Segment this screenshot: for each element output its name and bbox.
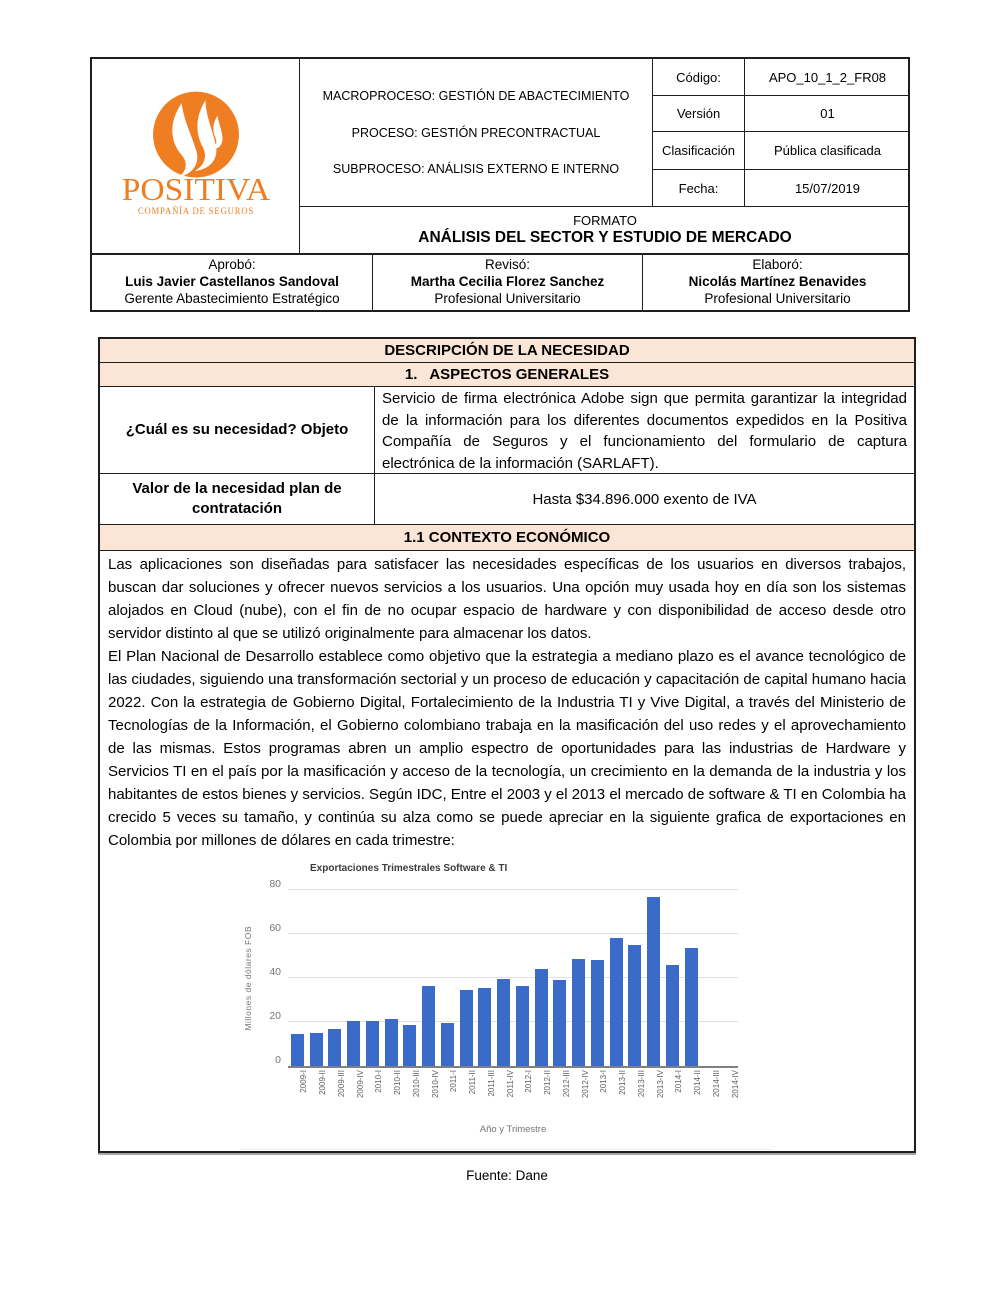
section-header-aspectos: 1. ASPECTOS GENERALES xyxy=(100,363,914,387)
chart-x-label: 2011-IV xyxy=(505,1070,515,1098)
chart-bar xyxy=(516,986,529,1066)
chart-x-label: 2009-III xyxy=(336,1070,346,1098)
chart-plot xyxy=(288,890,738,1068)
chart-x-label: 2010-III xyxy=(411,1070,421,1098)
meta-label-version: Versión xyxy=(652,96,744,132)
chart-x-label: 2010-IV xyxy=(430,1070,440,1099)
chart-y-axis-title: Millones de dólares FOB xyxy=(242,925,253,1031)
value-row xyxy=(100,474,914,525)
meta-value-clasificacion: Pública clasificada xyxy=(744,132,910,170)
signature-approved xyxy=(92,255,372,310)
chart-x-label: 2009-I xyxy=(299,1070,309,1093)
chart-x-label: 2012-I xyxy=(524,1070,534,1093)
chart-bar xyxy=(535,969,548,1066)
chart-bar xyxy=(553,980,566,1066)
format-label: FORMATO xyxy=(573,213,637,228)
chart-source: Fuente: Dane xyxy=(466,1168,548,1183)
chart-x-label: 2013-III xyxy=(636,1070,646,1098)
chart-x-label: 2013-I xyxy=(599,1070,609,1093)
chart-bar xyxy=(666,965,679,1066)
need-row xyxy=(100,387,914,474)
chart-x-label: 2013-IV xyxy=(655,1070,665,1099)
chart-bar xyxy=(497,979,510,1066)
signature-label: Revisó: xyxy=(484,257,530,272)
chart-bar xyxy=(328,1029,341,1066)
value-text: Hasta $34.896.000 exento de IVA xyxy=(532,490,757,508)
company-logo xyxy=(92,59,300,253)
chart-x-label: 2010-I xyxy=(374,1070,384,1093)
signature-role: Gerente Abastecimiento Estratégico xyxy=(124,291,340,306)
logo-subtitle: COMPAÑÍA DE SEGUROS xyxy=(137,206,254,217)
context-paragraph-2: El Plan Nacional de Desarrollo establece como objetivo que la estrategia a mediano plazo es el avance tecnológico de las ciudades, siguiendo una transformación sectorial y un proceso de educación y capacitación de capital humano hacia 2022. Con la estrategia de Gobierno Digital, Fortalecimiento de la Industria TI y Vive Digital, a través del Ministerio de Tecnologías de la Información, el Gobierno colombiano trabaja en la masificación del uso redes y el aprovechamiento de las mismas. Estos programas abren un amplio espectro de oportunidades para las industrias de Hardware y Servicios TI en el país por la masificación y acceso de la tecnología, un crecimiento en la demanda de la industria y los habitantes de estos bienes y servicios. Según IDC, Entre el 2003 y el 2013 el mercado de software & TI en Colombia ha crecido 5 veces su tamaño, y continúa su alza como se puede apreciar en la siguiente grafica de exportaciones en Colombia por millones de dólares en cada trimestre: xyxy=(108,648,906,849)
chart-x-label: 2012-III xyxy=(561,1070,571,1098)
meta-label-fecha: Fecha: xyxy=(652,170,744,206)
signatures-table xyxy=(90,255,910,312)
chart-title: Exportaciones Trimestrales Software & TI xyxy=(310,863,508,874)
chart-bar xyxy=(347,1021,360,1066)
signature-label: Elaboró: xyxy=(752,257,803,272)
signature-role: Profesional Universitario xyxy=(434,291,581,306)
chart-y-tick-label: 80 xyxy=(269,878,281,890)
signature-label: Aprobó: xyxy=(208,257,256,272)
signature-name: Luis Javier Castellanos Sandoval xyxy=(125,274,339,289)
chart-bar xyxy=(460,990,473,1066)
chart-bar xyxy=(478,988,491,1066)
logo-wordmark: POSITIVA xyxy=(121,170,271,207)
exports-bar-chart xyxy=(240,857,772,1150)
chart-x-label: 2011-III xyxy=(486,1070,496,1097)
signature-elaborated xyxy=(642,255,912,310)
header-table xyxy=(90,57,910,255)
signature-name: Nicolás Martínez Benavides xyxy=(688,274,867,289)
chart-x-label: 2014-II xyxy=(693,1070,703,1095)
chart-x-label: 2013-II xyxy=(618,1070,628,1095)
chart-bar xyxy=(385,1019,398,1066)
chart-bar xyxy=(628,945,641,1066)
chart-y-tick-label: 40 xyxy=(269,966,281,978)
signature-reviewed xyxy=(372,255,642,310)
chart-x-label: 2014-III xyxy=(711,1070,721,1098)
chart-bar xyxy=(591,960,604,1066)
chart-x-axis-title: Año y Trimestre xyxy=(479,1124,547,1135)
need-text: Servicio de firma electrónica Adobe sign que permita garantizar la integridad de la información para los diferentes documentos expedidos en la Positiva Compañía de Seguros y el funcionamiento del formulario de captura electrónica de la información (SARLAFT). xyxy=(382,390,907,472)
chart-bar xyxy=(685,948,698,1066)
need-label: ¿Cuál es su necesidad? Objeto xyxy=(100,387,375,473)
economic-context-body xyxy=(100,551,914,1187)
document-title: ANÁLISIS DEL SECTOR Y ESTUDIO DE MERCADO xyxy=(418,229,792,246)
macroprocess-line: MACROPROCESO: GESTIÓN DE ABACTECIMIENTO xyxy=(322,89,630,104)
chart-gridline xyxy=(288,933,738,934)
chart-bar xyxy=(647,897,660,1066)
chart-x-label: 2012-IV xyxy=(580,1070,590,1099)
chart-x-label: 2014-I xyxy=(674,1070,684,1093)
process-info xyxy=(300,59,652,206)
meta-value-fecha: 15/07/2019 xyxy=(744,170,910,206)
chart-y-tick-label: 0 xyxy=(275,1054,281,1066)
chart-bar xyxy=(610,938,623,1066)
chart-x-label: 2011-I xyxy=(449,1070,459,1093)
signature-role: Profesional Universitario xyxy=(704,291,851,306)
chart-x-label: 2012-II xyxy=(543,1070,553,1095)
meta-label-codigo: Código: xyxy=(652,59,744,96)
chart-gridline xyxy=(288,889,738,890)
subprocess-line: SUBPROCESO: ANÁLISIS EXTERNO E INTERNO xyxy=(332,161,620,176)
format-cell xyxy=(300,206,910,253)
signature-name: Martha Cecilia Florez Sanchez xyxy=(410,274,605,289)
meta-label-clasificacion: Clasificación xyxy=(652,132,744,170)
chart-x-label: 2011-II xyxy=(468,1070,478,1095)
chart-y-ticks xyxy=(256,878,288,1066)
chart-bar xyxy=(310,1033,323,1066)
section-header-contexto: 1.1 CONTEXTO ECONÓMICO xyxy=(100,525,914,551)
process-line: PROCESO: GESTIÓN PRECONTRACTUAL xyxy=(351,125,601,140)
chart-bar xyxy=(441,1023,454,1066)
chart-x-label: 2010-II xyxy=(393,1070,403,1095)
meta-value-version: 01 xyxy=(744,96,910,132)
meta-value-codigo: APO_10_1_2_FR08 xyxy=(744,59,910,96)
section-header-descripcion: DESCRIPCIÓN DE LA NECESIDAD xyxy=(100,339,914,363)
content-table xyxy=(98,337,916,1183)
chart-y-tick-label: 20 xyxy=(269,1010,281,1022)
chart-x-label: 2014-IV xyxy=(730,1070,740,1099)
chart-bar xyxy=(366,1021,379,1066)
chart-x-labels xyxy=(288,1068,738,1118)
chart-y-tick-label: 60 xyxy=(269,922,281,934)
chart-bar xyxy=(422,986,435,1066)
value-label: Valor de la necesidad plan de contratación xyxy=(100,474,375,524)
chart-x-label: 2009-IV xyxy=(355,1070,365,1099)
chart-bar xyxy=(291,1034,304,1066)
chart-x-label: 2009-II xyxy=(318,1070,328,1095)
context-paragraph-1: Las aplicaciones son diseñadas para satisfacer las necesidades específicas de los usuarios en diversos trabajos, buscan dar soluciones y ofrecer nuevos servicios a los usuarios. Una opción muy usada hoy en día son los sistemas alojados en Cloud (nube), con el fin de no ocupar espacio de hardware y con disponibilidad de acceso desde otro servidor distinto al que se utilizó originalmente para almacenar los datos. xyxy=(108,556,906,642)
positiva-logo-icon xyxy=(103,85,289,227)
chart-main xyxy=(240,878,772,1068)
chart-bar xyxy=(403,1025,416,1066)
chart-bar xyxy=(572,959,585,1066)
